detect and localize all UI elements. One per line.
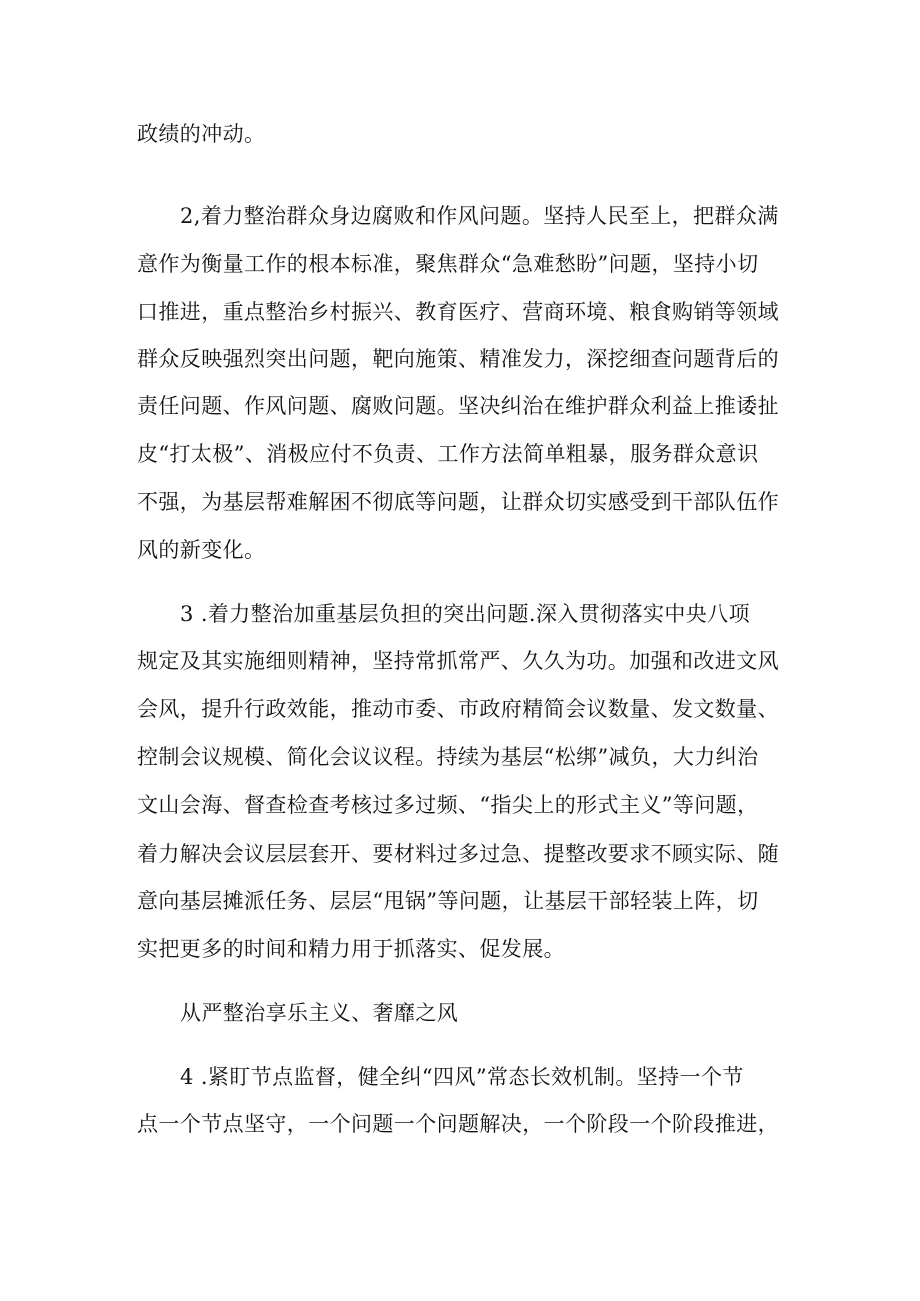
text-line: 风的新变化。 (137, 538, 266, 562)
text-line: 口推进，重点整治乡村振兴、教育医疗、营商环境、粮食购销等领域 (137, 300, 779, 324)
section-heading: 从严整治享乐主义、奢靡之风 (180, 1001, 459, 1025)
text-line: 群众反映强烈突出问题，靶向施策、精准发力，深挖细查问题背后的 (137, 347, 779, 371)
text-line: 规定及其实施细则精神，坚持常抓常严、久久为功。加强和改进文风 (137, 649, 779, 673)
text-line: 点一个节点坚守，一个问题一个问题解决，一个阶段一个阶段推进， (137, 1112, 779, 1136)
text-line: 责任问题、作风问题、腐败问题。坚决纠治在维护群众利益上推诿扯 (137, 394, 779, 418)
text-line: 文山会海、督查检查考核过多过频、“指尖上的形式主义”等问题， (137, 793, 759, 817)
paragraph-4-heading-line: 4 .紧盯节点监督，健全纠“四风”常态长效机制。坚持一个节 (180, 1065, 744, 1089)
paragraph-2-heading-line: 2,着力整治群众身边腐败和作风问题。坚持人民至上，把群众满 (180, 204, 779, 228)
text-line: 意向基层摊派任务、层层“甩锅”等问题，让基层干部轻装上阵，切 (137, 889, 759, 913)
text-line: 着力解决会议层层套开、要材料过多过急、提整改要求不顾实际、随 (137, 842, 779, 866)
text-line: 会风，提升行政效能，推动市委、市政府精简会议数量、发文数量、 (137, 697, 779, 721)
paragraph-3-heading-line: 3 .着力整治加重基层负担的突出问题.深入贯彻落实中央八项 (180, 602, 750, 626)
text-line: 皮“打太极”、消极应付不负责、工作方法简单粗暴，服务群众意识 (137, 442, 759, 466)
text-line: 控制会议规模、简化会议议程。持续为基层“松绑”减负，大力纠治 (137, 745, 759, 769)
text-line: 意作为衡量工作的根本标准，聚焦群众“急难愁盼”问题，坚持小切 (137, 252, 759, 276)
text-line: 实把更多的时间和精力用于抓落实、促发展。 (137, 937, 565, 961)
text-line: 不强，为基层帮难解困不彻底等问题，让群众切实感受到干部队伍作 (137, 490, 779, 514)
text-line: 政绩的冲动。 (137, 122, 266, 146)
